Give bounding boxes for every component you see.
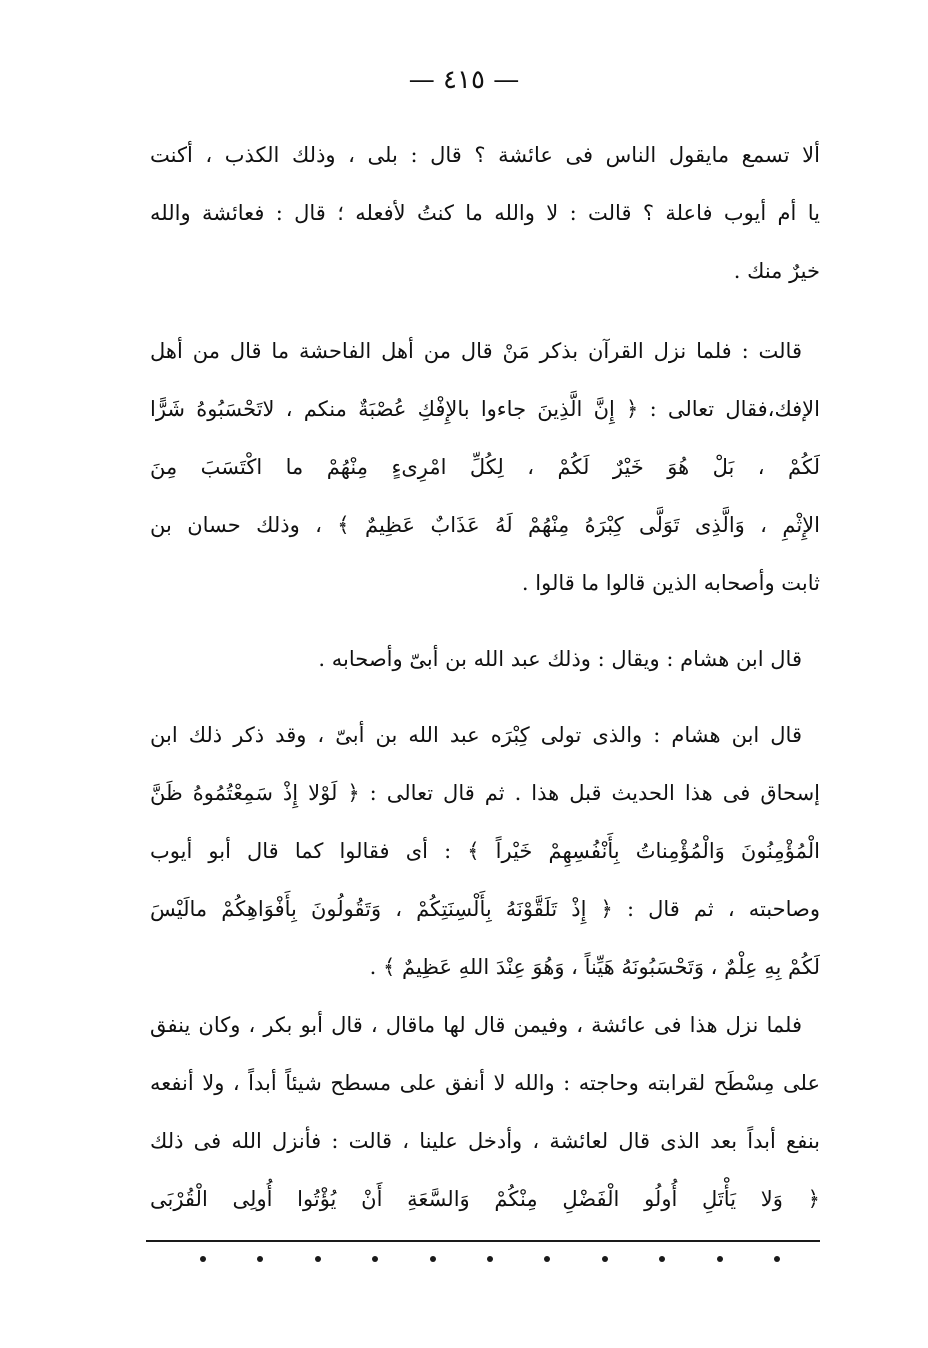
- text-line: خيرٌ منك .: [733, 259, 820, 283]
- text-line: ﴿ وَلا يَأْتَلِ أُولُو الْفَضْلِ مِنْكُمْ وَالسَّعَةِ أَنْ يُؤْتُوا أُولِى الْقُرْبَى: [150, 1187, 820, 1211]
- ornament-dot: [315, 1256, 321, 1262]
- ornament-dot: [774, 1256, 780, 1262]
- text-line: ألا تسمع مايقول الناس فى عائشة ؟ قال : بلى ، وذلك الكذب ، أكنت: [150, 143, 820, 167]
- text-line: الْمُؤْمِنُونَ وَالْمُؤْمِناتُ بِأَنْفُسِهِمْ خَيْراً ﴾ : أى فقالوا كما قال أبو أيوب: [150, 839, 820, 863]
- text-line: لَكُمْ بِهِ عِلْمٌ ، وَتَحْسَبُونَهُ هَيِّناً ، وَهُوَ عِنْدَ اللهِ عَظِيمٌ ﴾ .: [369, 955, 820, 979]
- ornament-dot: [372, 1256, 378, 1262]
- text-line: إسحاق فى هذا الحديث قبل هذا . ثم قال تعالى : ﴿ لَوْلا إِذْ سَمِعْتُمُوهُ ظَنَّ: [150, 781, 820, 805]
- paragraph-3: [150, 630, 820, 688]
- text-line: يا أم أيوب فاعلة ؟ قالت : لا والله ما كنتُ لأفعله ؛ قال : فعائشة والله: [150, 201, 820, 225]
- text-line: على مِسْطَح لقرابته وحاجته : والله لا أنفق على مسطح شيئاً أبداً ، ولا أنفعه: [150, 1071, 820, 1095]
- text-line: الإِثْمِ ، وَالَّذِى تَوَلَّى كِبْرَهُ مِنْهُمْ لَهُ عَذَابٌ عَظِيمٌ ﴾ ، وذلك حسان بن: [150, 513, 820, 537]
- text-line: بنفع أبداً بعد الذى قال لعائشة ، وأدخل علينا ، قالت : فأنزل الله فى ذلك: [150, 1129, 820, 1153]
- paragraph-5: [150, 996, 820, 1228]
- text-line: قال ابن هشام : ويقال : وذلك عبد الله بن أبىّ وأصحابه .: [318, 647, 802, 671]
- page-number: — ٤١٥ —: [408, 65, 520, 95]
- ornament-dot: [257, 1256, 263, 1262]
- ornament-dot: [717, 1256, 723, 1262]
- paragraph-1: [150, 126, 820, 300]
- ornament-dot: [430, 1256, 436, 1262]
- ornament-dot: [544, 1256, 550, 1262]
- ornament-dot: [602, 1256, 608, 1262]
- text-line: لَكُمْ ، بَلْ هُوَ خَيْرٌ لَكُمْ ، لِكُلِّ امْرِىءٍ مِنْهُمْ ما اكْتَسَبَ مِنَ: [150, 455, 820, 479]
- text-line: ثابت وأصحابه الذين قالوا ما قالوا .: [521, 571, 820, 595]
- text-line: الإفك،فقال تعالى : ﴿ إِنَّ الَّذِينَ جاءوا بالإِفْكِ عُصْبَةٌ منكم ، لاتَحْسَبُوهُ شَرًّا: [150, 397, 820, 421]
- text-line: قالت : فلما نزل القرآن بذكر مَنْ قال من أهل الفاحشة ما قال من أهل: [150, 339, 802, 363]
- text-line: قال ابن هشام : والذى تولى كِبْرَه عبد الله بن أبىّ ، وقد ذكر ذلك ابن: [150, 723, 802, 747]
- ornament-dot: [659, 1256, 665, 1262]
- ornament-dot: [200, 1256, 206, 1262]
- footer-dots: [200, 1256, 780, 1262]
- text-line: وصاحبته ، ثم قال : ﴿ إِذْ تَلَقَّوْنَهُ بِأَلْسِنَتِكُمْ ، وَتَقُولُونَ بِأَفْوَاهِكُمْ مالَيْسَ: [150, 897, 820, 921]
- text-line: فلما نزل هذا فى عائشة ، وفيمن قال لها ماقال ، قال أبو بكر ، وكان ينفق: [150, 1013, 802, 1037]
- ornament-dot: [487, 1256, 493, 1262]
- footer-rule: [146, 1240, 820, 1242]
- paragraph-4: [150, 706, 820, 996]
- paragraph-2: [150, 322, 820, 612]
